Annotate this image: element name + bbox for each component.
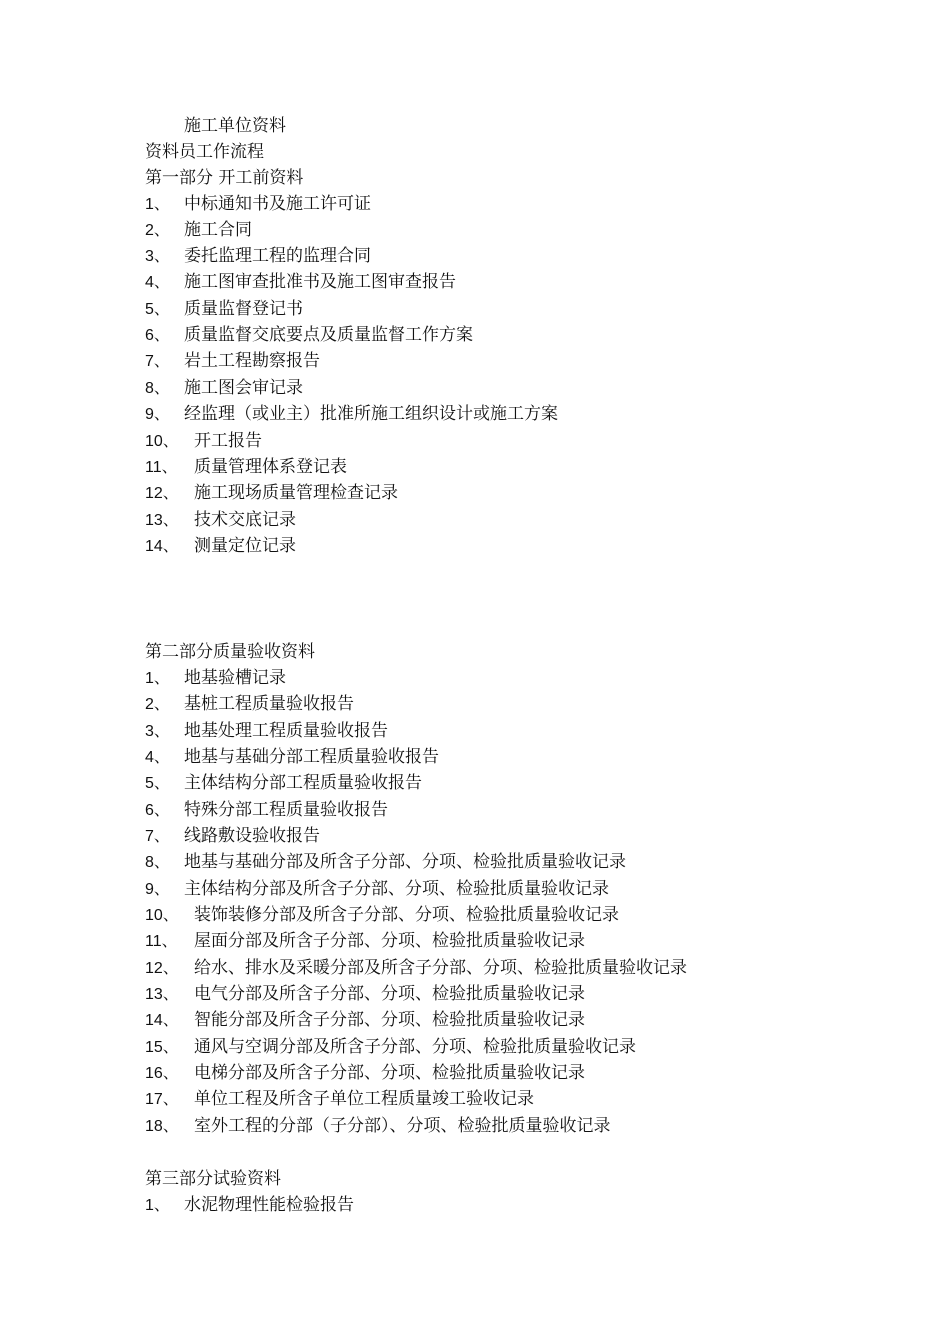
item-text: 特殊分部工程质量验收报告 (184, 800, 388, 820)
item-text: 屋面分部及所含子分部、分项、检验批质量验收记录 (194, 931, 585, 951)
item-number: 8、 (145, 854, 170, 871)
list-item (145, 454, 347, 480)
item-number: 11、 (145, 459, 178, 476)
item-number: 5、 (145, 775, 170, 792)
list-item (145, 191, 371, 217)
item-text: 地基验槽记录 (184, 668, 286, 688)
item-number: 14、 (145, 1012, 179, 1029)
item-text: 给水、排水及采暖分部及所含子分部、分项、检验批质量验收记录 (194, 958, 687, 978)
item-text: 线路敷设验收报告 (184, 826, 320, 846)
item-number: 1、 (145, 1197, 170, 1214)
document-subtitle: 资料员工作流程 (145, 142, 264, 162)
list-item (145, 691, 354, 717)
item-text: 施工合同 (184, 220, 252, 240)
item-text: 地基与基础分部及所含子分部、分项、检验批质量验收记录 (184, 852, 626, 872)
item-text: 质量监督登记书 (184, 299, 303, 319)
list-item (145, 322, 473, 348)
item-text: 施工现场质量管理检查记录 (194, 483, 398, 503)
item-text: 委托监理工程的监理合同 (184, 246, 371, 266)
item-text: 基桩工程质量验收报告 (184, 694, 354, 714)
document-title: 施工单位资料 (184, 116, 286, 136)
list-item (145, 955, 687, 981)
item-text: 经监理（或业主）批准所施工组织设计或施工方案 (184, 404, 558, 424)
item-text: 电梯分部及所含子分部、分项、检验批质量验收记录 (194, 1063, 585, 1083)
item-number: 6、 (145, 802, 170, 819)
item-text: 施工图审查批准书及施工图审查报告 (184, 272, 456, 292)
list-item (145, 665, 286, 691)
item-number: 3、 (145, 723, 170, 740)
item-number: 9、 (145, 881, 170, 898)
item-text: 中标通知书及施工许可证 (184, 194, 371, 214)
list-item (145, 533, 296, 559)
item-number: 3、 (145, 248, 170, 265)
item-number: 13、 (145, 986, 179, 1003)
item-text: 质量监督交底要点及质量监督工作方案 (184, 325, 473, 345)
item-text: 主体结构分部工程质量验收报告 (184, 773, 422, 793)
item-number: 9、 (145, 406, 170, 423)
item-number: 1、 (145, 670, 170, 687)
list-item (145, 1034, 636, 1060)
item-text: 水泥物理性能检验报告 (184, 1195, 354, 1215)
list-item (145, 401, 558, 427)
item-number: 18、 (145, 1118, 179, 1135)
list-item (145, 1192, 354, 1218)
item-number: 16、 (145, 1065, 179, 1082)
list-item (145, 217, 252, 243)
item-number: 6、 (145, 327, 170, 344)
list-item (145, 902, 619, 928)
list-item (145, 770, 422, 796)
list-item (145, 375, 303, 401)
item-number: 12、 (145, 485, 179, 502)
list-item (145, 718, 388, 744)
list-item (145, 1060, 585, 1086)
item-number: 4、 (145, 749, 170, 766)
item-text: 岩土工程勘察报告 (184, 351, 320, 371)
item-number: 13、 (145, 512, 179, 529)
list-item (145, 243, 371, 269)
item-text: 测量定位记录 (194, 536, 296, 556)
section-heading: 第一部分 开工前资料 (145, 168, 304, 188)
item-text: 智能分部及所含子分部、分项、检验批质量验收记录 (194, 1010, 585, 1030)
item-number: 7、 (145, 353, 170, 370)
item-text: 开工报告 (194, 431, 262, 451)
item-number: 8、 (145, 380, 170, 397)
section-heading: 第三部分试验资料 (145, 1169, 281, 1189)
item-number: 15、 (145, 1039, 179, 1056)
list-item (145, 1113, 611, 1139)
item-number: 7、 (145, 828, 170, 845)
item-text: 主体结构分部及所含子分部、分项、检验批质量验收记录 (184, 879, 609, 899)
item-number: 17、 (145, 1091, 179, 1108)
item-number: 4、 (145, 274, 170, 291)
list-item (145, 876, 609, 902)
item-number: 1、 (145, 196, 170, 213)
item-text: 电气分部及所含子分部、分项、检验批质量验收记录 (194, 984, 585, 1004)
item-number: 5、 (145, 301, 170, 318)
section-heading: 第二部分质量验收资料 (145, 642, 315, 662)
list-item (145, 928, 585, 954)
list-item (145, 1007, 585, 1033)
item-number: 14、 (145, 538, 179, 555)
item-number: 10、 (145, 907, 179, 924)
list-item (145, 1086, 534, 1112)
item-number: 2、 (145, 222, 170, 239)
item-text: 质量管理体系登记表 (194, 457, 347, 477)
item-number: 12、 (145, 960, 179, 977)
item-text: 室外工程的分部（子分部）、分项、检验批质量验收记录 (194, 1116, 611, 1136)
item-text: 通风与空调分部及所含子分部、分项、检验批质量验收记录 (194, 1037, 636, 1057)
list-item (145, 849, 626, 875)
list-item (145, 348, 320, 374)
item-number: 2、 (145, 696, 170, 713)
list-item (145, 269, 456, 295)
list-item (145, 296, 303, 322)
list-item (145, 428, 262, 454)
item-number: 11、 (145, 933, 178, 950)
item-text: 技术交底记录 (194, 510, 296, 530)
list-item (145, 480, 398, 506)
item-text: 地基与基础分部工程质量验收报告 (184, 747, 439, 767)
item-text: 地基处理工程质量验收报告 (184, 721, 388, 741)
list-item (145, 507, 296, 533)
item-text: 单位工程及所含子单位工程质量竣工验收记录 (194, 1089, 534, 1109)
item-number: 10、 (145, 433, 179, 450)
list-item (145, 744, 439, 770)
list-item (145, 823, 320, 849)
item-text: 施工图会审记录 (184, 378, 303, 398)
item-text: 装饰装修分部及所含子分部、分项、检验批质量验收记录 (194, 905, 619, 925)
list-item (145, 797, 388, 823)
list-item (145, 981, 585, 1007)
